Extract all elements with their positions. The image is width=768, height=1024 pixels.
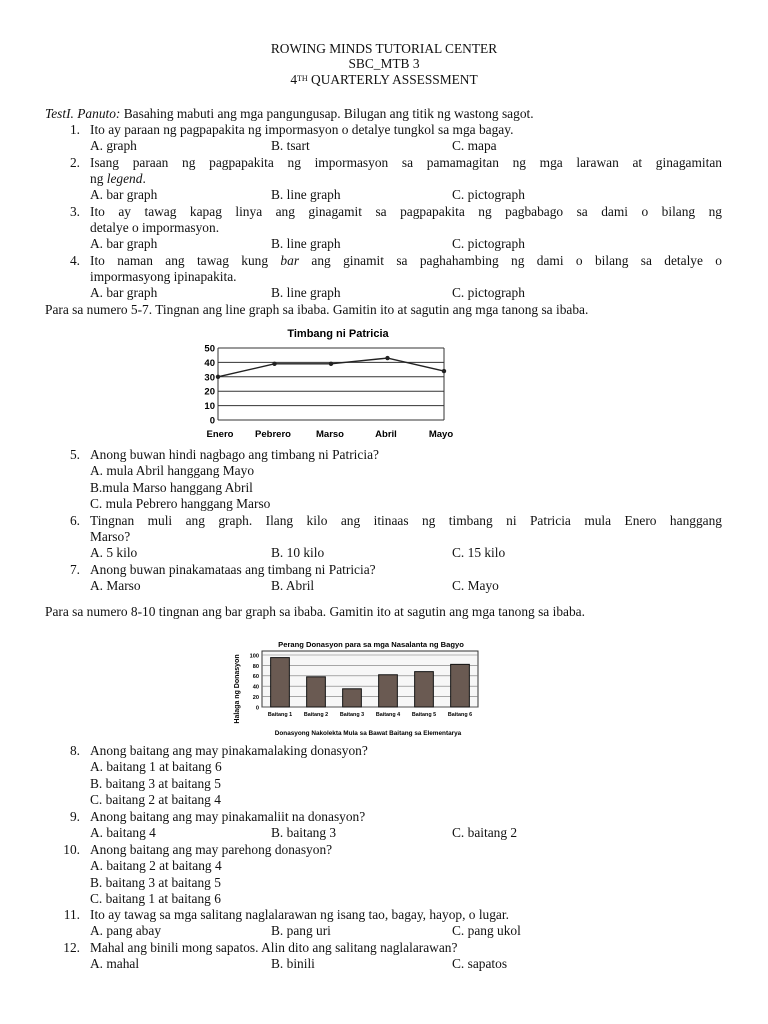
q4-bar-word: bar (280, 253, 300, 268)
test-instruction (45, 106, 534, 121)
q7-option-c[interactable]: C. Mayo (452, 578, 499, 593)
q5-option-b[interactable]: B.mula Marso hanggang Abril (90, 480, 253, 495)
q7-option-b[interactable]: B. Abril (271, 578, 315, 593)
question-10-text: Anong baitang ang may parehong donasyon? (90, 842, 333, 857)
bar (343, 689, 362, 707)
data-point (442, 369, 446, 373)
quarter-suffix: TH (297, 74, 308, 83)
q6-option-a[interactable]: A. 5 kilo (90, 545, 138, 560)
q3-option-b[interactable]: B. line graph (271, 236, 341, 251)
x-tick-label: Baitang 3 (339, 712, 365, 718)
x-tick-label: Baitang 1 (267, 712, 293, 718)
question-number: 11. (63, 907, 80, 922)
bar-chart-donasyon (228, 633, 488, 741)
question-5-text: Anong buwan hindi nagbago ang timbang ni Patricia? (90, 447, 379, 462)
y-tick-label: 40 (204, 357, 215, 369)
x-tick-label: Mayo (428, 429, 454, 440)
question-11-text: Ito ay tawag sa mga salitang naglalarawan ng isang tao, bagay, hayop, o lugar. (90, 907, 509, 922)
y-tick-label: 0 (209, 415, 215, 427)
y-tick-label: 20 (204, 386, 215, 398)
question-number: 4. (69, 253, 80, 268)
question-number: 3. (69, 204, 80, 219)
question-number: 10. (63, 842, 80, 857)
question-number: 2. (69, 155, 80, 170)
q10-option-c[interactable]: C. baitang 1 at baitang 6 (90, 891, 221, 906)
y-axis-ticks (250, 653, 259, 711)
q12-option-b[interactable]: B. binili (271, 956, 315, 971)
q1-option-b[interactable]: B. tsart (271, 138, 310, 153)
y-tick-label: 40 (252, 684, 259, 691)
question-4-line-2: impormasyong ipinapakita. (90, 269, 237, 284)
instruction-text: Basahing mabuti ang mga pangungusap. Bilugan ang titik ng wastong sagot. (120, 106, 534, 121)
section-instruction-8-10: Para sa numero 8-10 tingnan ang bar graph sa ibaba. Gamitin ito at sagutin ang mga tanong sa ibaba. (45, 604, 585, 619)
question-number: 7. (69, 562, 80, 577)
q7-option-a[interactable]: A. Marso (90, 578, 141, 593)
data-point (216, 375, 220, 379)
q6-option-b[interactable]: B. 10 kilo (271, 545, 325, 560)
chart-grid (218, 348, 444, 420)
x-tick-label: Enero (206, 429, 234, 440)
question-12-text: Mahal ang binili mong sapatos. Alin dito ang salitang naglalarawan? (90, 940, 458, 955)
question-number: 8. (69, 743, 80, 758)
q12-option-a[interactable]: A. mahal (90, 956, 140, 971)
y-axis-ticks (204, 344, 215, 427)
question-2-line-1: Isang paraan ng pagpapakita ng impormasyon sa pamamagitan ng mga larawan at ginagamitan (90, 155, 722, 170)
bar (307, 677, 326, 707)
q5-option-a[interactable]: A. mula Abril hanggang Mayo (90, 463, 255, 478)
section-instruction-5-7: Para sa numero 5-7. Tingnan ang line graph sa ibaba. Gamitin ito at sagutin ang mga tanong sa ibaba. (45, 302, 589, 317)
q2-option-c[interactable]: C. pictograph (452, 187, 525, 202)
data-point (272, 362, 276, 366)
question-6-line-1: Tingnan muli ang graph. Ilang kilo ang itinaas ng timbang ni Patricia mula Enero hanggang (90, 513, 722, 528)
question-number: 1. (69, 122, 80, 137)
q1-option-a[interactable]: A. graph (90, 138, 137, 153)
q4-option-b[interactable]: B. line graph (271, 285, 341, 300)
q5-option-c[interactable]: C. mula Pebrero hanggang Marso (90, 496, 271, 511)
y-tick-label: 10 (204, 401, 215, 413)
subject-code: SBC_MTB 3 (348, 56, 420, 71)
q2-option-a[interactable]: A. bar graph (90, 187, 158, 202)
q2-line2-post: . (142, 171, 146, 186)
y-tick-label: 80 (252, 663, 259, 670)
y-tick-label: 60 (252, 674, 259, 681)
q4-line1-post: ang ginamit sa paghahambing ng dami o bilang sa detalye o (299, 253, 722, 268)
plot-area (262, 651, 478, 707)
x-axis-label: Donasyong Nakolekta Mula sa Bawat Baitang sa Elementarya (274, 730, 462, 737)
q6-option-c[interactable]: C. 15 kilo (452, 545, 506, 560)
question-number: 9. (69, 809, 80, 824)
q4-option-a[interactable]: A. bar graph (90, 285, 158, 300)
x-tick-label: Pebrero (255, 429, 291, 440)
q11-option-b[interactable]: B. pang uri (271, 923, 331, 938)
line-chart-timbang (196, 322, 466, 442)
school-name: ROWING MINDS TUTORIAL CENTER (270, 41, 498, 56)
q4-option-c[interactable]: C. pictograph (452, 285, 525, 300)
y-tick-label: 20 (252, 695, 259, 701)
q2-legend-word: legend (106, 171, 143, 186)
bar (415, 672, 434, 707)
chart-title: Perang Donasyon para sa mga Nasalanta ng Bagyo (278, 640, 464, 649)
question-number: 12. (63, 940, 80, 955)
q11-option-a[interactable]: A. pang abay (90, 923, 162, 938)
chart-grid (262, 651, 478, 707)
series-line (216, 356, 446, 379)
data-point (385, 356, 389, 360)
q2-line2-pre: ng (90, 171, 107, 186)
quarter-number: 4 (290, 72, 298, 87)
x-axis-ticks (207, 429, 454, 440)
x-axis-ticks (268, 712, 472, 718)
q8-option-a[interactable]: A. baitang 1 at baitang 6 (90, 759, 222, 774)
x-tick-label: Baitang 6 (447, 712, 473, 718)
q4-line1-pre: Ito naman ang tawag kung (90, 253, 281, 268)
question-3-line-2: detalye o impormasyon. (90, 220, 220, 235)
question-number: 5. (69, 447, 80, 462)
q8-option-b[interactable]: B. baitang 3 at baitang 5 (90, 776, 221, 791)
bar (271, 658, 290, 707)
series-polyline (218, 358, 444, 377)
x-tick-label: Baitang 5 (411, 712, 437, 718)
q10-option-a[interactable]: A. baitang 2 at baitang 4 (90, 858, 222, 873)
question-4-line-1 (90, 253, 722, 268)
q3-option-a[interactable]: A. bar graph (90, 236, 158, 251)
x-tick-label: Abril (375, 429, 397, 440)
q1-option-c[interactable]: C. mapa (452, 138, 497, 153)
q9-option-a[interactable]: A. baitang 4 (90, 825, 156, 840)
bar (379, 675, 398, 707)
question-1-text: Ito ay paraan ng pagpapakita ng impormasyon o detalye tungkol sa mga bagay. (90, 122, 514, 137)
q3-option-c[interactable]: C. pictograph (452, 236, 525, 251)
q9-option-b[interactable]: B. baitang 3 (271, 825, 337, 840)
q8-option-c[interactable]: C. baitang 2 at baitang 4 (90, 792, 221, 807)
bar (451, 664, 470, 707)
y-tick-label: 30 (204, 372, 215, 384)
question-8-text: Anong baitang ang may pinakamalaking donasyon? (90, 743, 368, 758)
chart-title: Timbang ni Patricia (287, 328, 389, 340)
y-tick-label: 100 (249, 653, 259, 660)
question-number: 6. (69, 513, 80, 528)
x-tick-label: Marso (316, 429, 344, 440)
question-9-text: Anong baitang ang may pinakamaliit na donasyon? (90, 809, 366, 824)
y-tick-label: 50 (204, 343, 215, 355)
question-3-line-1: Ito ay tawag kapag linya ang ginagamit sa pagpapakita ng pagbabago sa dami o bilang ng (90, 204, 722, 219)
question-7-text: Anong buwan pinakamataas ang timbang ni Patricia? (90, 562, 376, 577)
q10-option-b[interactable]: B. baitang 3 at baitang 5 (90, 875, 221, 890)
assessment-title-text: QUARTERLY ASSESSMENT (307, 72, 478, 87)
assessment-title (0, 72, 768, 87)
y-tick-label: 0 (255, 705, 259, 712)
question-2-line-2 (90, 171, 146, 186)
q12-option-c[interactable]: C. sapatos (452, 956, 508, 971)
y-axis-label: Halaga ng Donasyon (234, 654, 241, 724)
question-6-line-2: Marso? (90, 529, 131, 544)
data-point (329, 362, 333, 366)
q9-option-c[interactable]: C. baitang 2 (452, 825, 518, 840)
test-label: TestI. Panuto: (45, 106, 121, 121)
x-tick-label: Baitang 2 (303, 712, 329, 718)
q2-option-b[interactable]: B. line graph (271, 187, 341, 202)
q11-option-c[interactable]: C. pang ukol (452, 923, 521, 938)
x-tick-label: Baitang 4 (375, 712, 401, 718)
